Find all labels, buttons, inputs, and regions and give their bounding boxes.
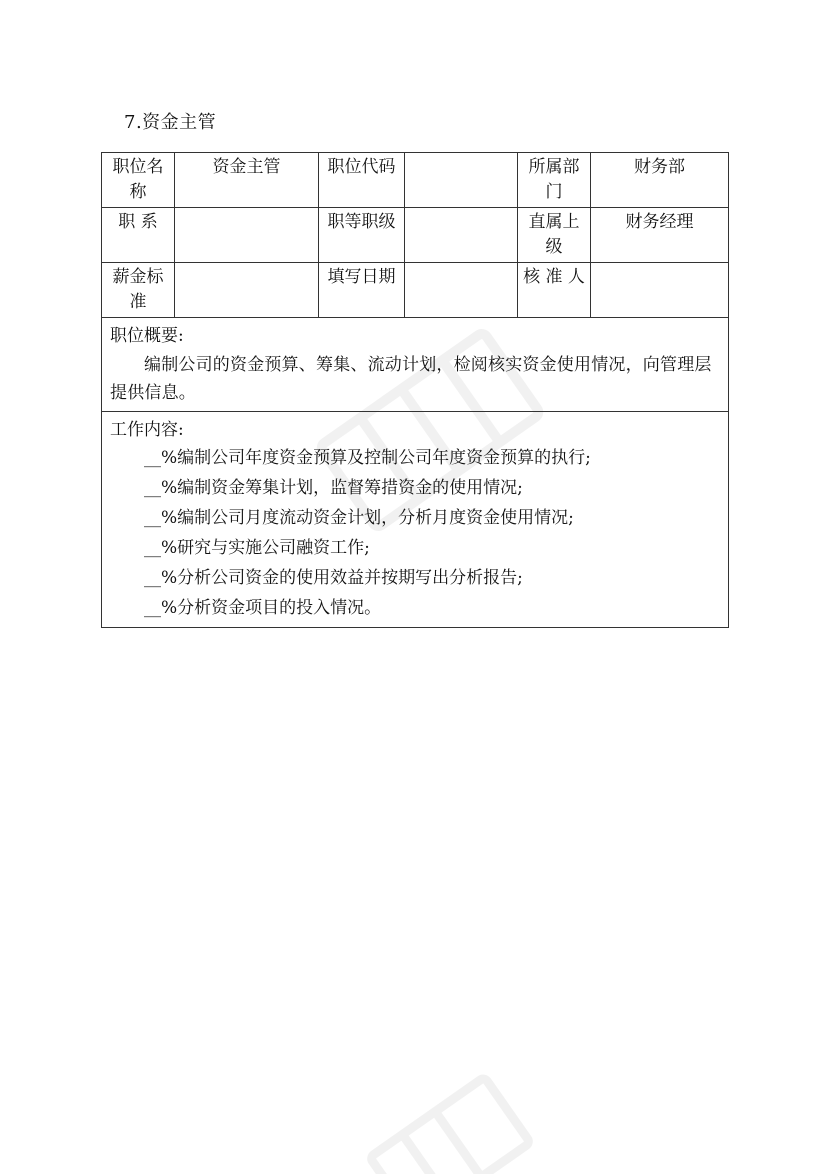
summary-text: 编制公司的资金预算、筹集、流动计划，检阅核实资金使用情况，向管理层提供信息。 [110, 355, 712, 403]
value-cell [175, 153, 319, 208]
label-cell [102, 208, 175, 263]
supervisor-value: 财务经理 [625, 212, 694, 232]
label-cell [319, 263, 405, 318]
label-cell [319, 208, 405, 263]
salary-standard-label: 薪金标准 [112, 267, 164, 312]
position-code-label: 职位代码 [327, 157, 396, 177]
grade-label: 职等职级 [327, 212, 396, 232]
job-description-table [101, 152, 729, 628]
table-row [102, 318, 729, 412]
fill-date-label: 填写日期 [327, 267, 396, 287]
value-cell [591, 153, 729, 208]
department-label: 所属部门 [528, 157, 580, 202]
list-item: __%研究与实施公司融资工作; [144, 538, 370, 558]
section-heading: 7.资金主管 [124, 112, 217, 133]
value-cell [175, 263, 319, 318]
job-family-label: 职 系 [118, 212, 158, 232]
position-name-label: 职位名称 [112, 157, 164, 202]
label-cell [102, 263, 175, 318]
position-name-value: 资金主管 [212, 157, 281, 177]
supervisor-label: 直属上级 [528, 212, 580, 257]
table-row [102, 412, 729, 628]
value-cell [405, 263, 518, 318]
department-value: 财务部 [634, 157, 685, 177]
list-item: __%分析公司资金的使用效益并按期写出分析报告; [144, 568, 523, 588]
label-cell [518, 263, 591, 318]
list-item: __%编制公司年度资金预算及控制公司年度资金预算的执行; [144, 448, 591, 468]
duties-cell [102, 412, 729, 628]
label-cell [319, 153, 405, 208]
value-cell [591, 208, 729, 263]
label-cell [518, 208, 591, 263]
value-cell [405, 153, 518, 208]
label-cell [102, 153, 175, 208]
value-cell [175, 208, 319, 263]
summary-title: 职位概要: [110, 326, 184, 346]
approver-label: 核 准 人 [523, 267, 585, 287]
list-item: __%编制资金筹集计划，监督筹措资金的使用情况; [144, 478, 523, 498]
value-cell [591, 263, 729, 318]
summary-cell [102, 318, 729, 412]
list-item: __%编制公司月度流动资金计划，分析月度资金使用情况; [144, 508, 574, 528]
value-cell [405, 208, 518, 263]
table-row [102, 153, 729, 208]
list-item: __%分析资金项目的投入情况。 [144, 598, 382, 618]
duties-title: 工作内容: [110, 420, 184, 440]
label-cell [518, 153, 591, 208]
watermark-icon-bottom [360, 1060, 540, 1174]
table-row [102, 208, 729, 263]
table-row [102, 263, 729, 318]
